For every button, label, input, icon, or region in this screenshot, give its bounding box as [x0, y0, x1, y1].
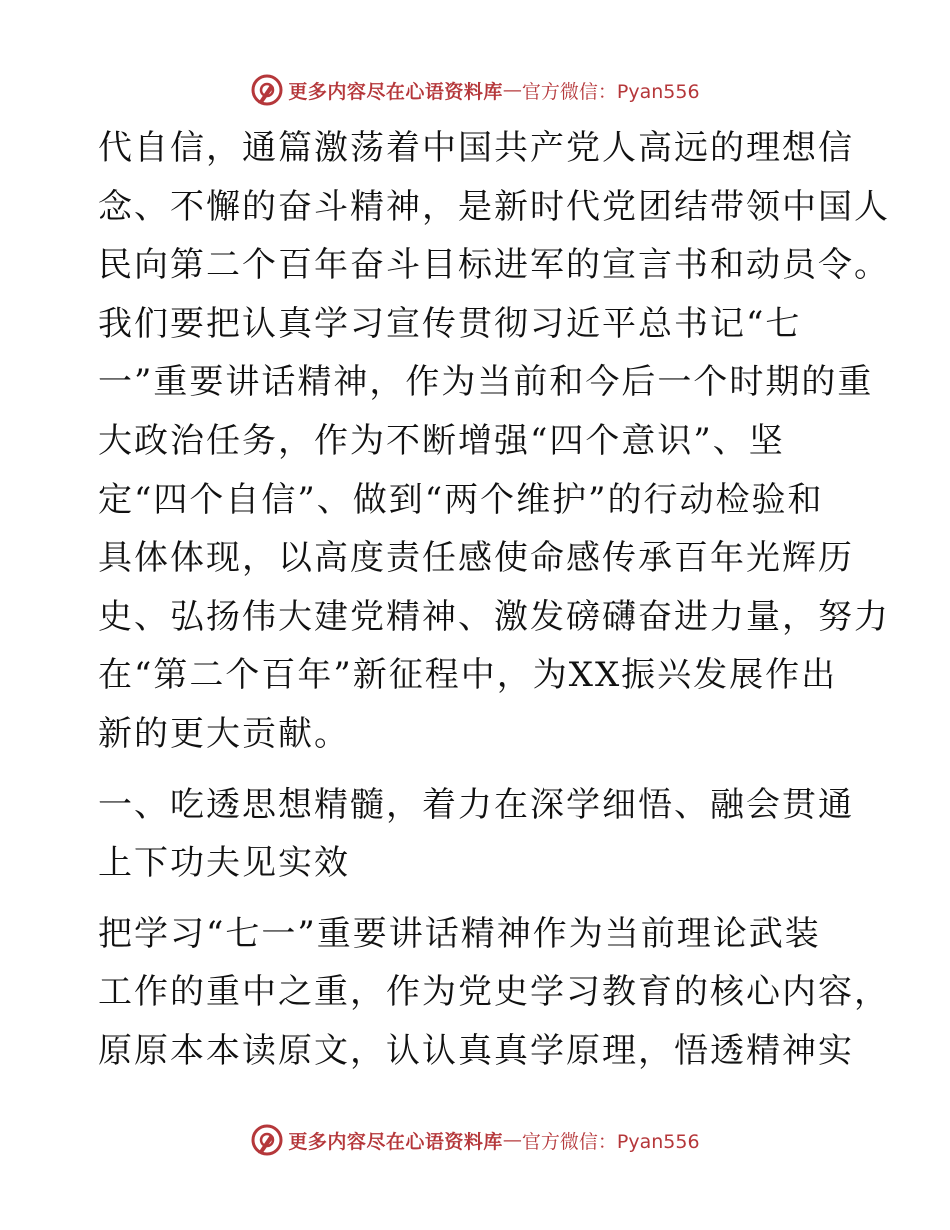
paragraph-2: [98, 905, 890, 1081]
header-banner: [0, 70, 950, 110]
text-line: 我们要把认真学习宣传贯彻习近平总书记“七: [98, 303, 802, 344]
paragraph-1: [98, 119, 890, 764]
document-body: [98, 119, 890, 1081]
text-line: 史、弘扬伟大建党精神、激发磅礴奋进力量，努力: [98, 596, 890, 637]
footer-separator: —: [502, 1129, 522, 1151]
section-heading-1: [98, 776, 878, 893]
footer-banner: [0, 1120, 950, 1160]
text-line: 在“第二个百年”新征程中，为XX振兴发展作出: [98, 655, 838, 696]
heading-line: 上下功夫见实效: [98, 843, 350, 884]
logo-icon: [250, 1123, 284, 1157]
footer-brand-text: 更多内容尽在心语资料库: [288, 1130, 503, 1153]
text-line: 把学习“七一”重要讲话精神作为当前理论武装: [98, 913, 821, 954]
text-line: 工作的重中之重，作为党史学习教育的核心内容，: [98, 972, 890, 1013]
text-line: 民向第二个百年奋斗目标进军的宣言书和动员令。: [98, 245, 890, 286]
text-line: 大政治任务，作为不断增强“四个意识”、坚: [98, 420, 785, 461]
text-line: 新的更大贡献。: [98, 713, 350, 754]
logo-icon: [250, 73, 284, 107]
header-brand-text: 更多内容尽在心语资料库: [288, 80, 503, 103]
text-line: 代自信，通篇激荡着中国共产党人高远的理想信: [98, 128, 854, 168]
text-line: 定“四个自信”、做到“两个维护”的行动检验和: [98, 479, 824, 520]
text-line: 原原本本读原文，认认真真学原理，悟透精神实: [98, 1030, 854, 1071]
header-wechat-text: 官方微信：Pyan556: [521, 80, 700, 103]
header-separator: —: [502, 79, 522, 101]
text-line: 念、不懈的奋斗精神，是新时代党团结带领中国人: [98, 186, 890, 227]
footer-wechat-text: 官方微信：Pyan556: [521, 1130, 700, 1153]
text-line: 一”重要讲话精神，作为当前和今后一个时期的重: [98, 362, 874, 403]
heading-line: 一、吃透思想精髓，着力在深学细悟、融会贯通: [98, 784, 854, 825]
text-line: 具体体现，以高度责任感使命感传承百年光辉历: [98, 538, 854, 579]
